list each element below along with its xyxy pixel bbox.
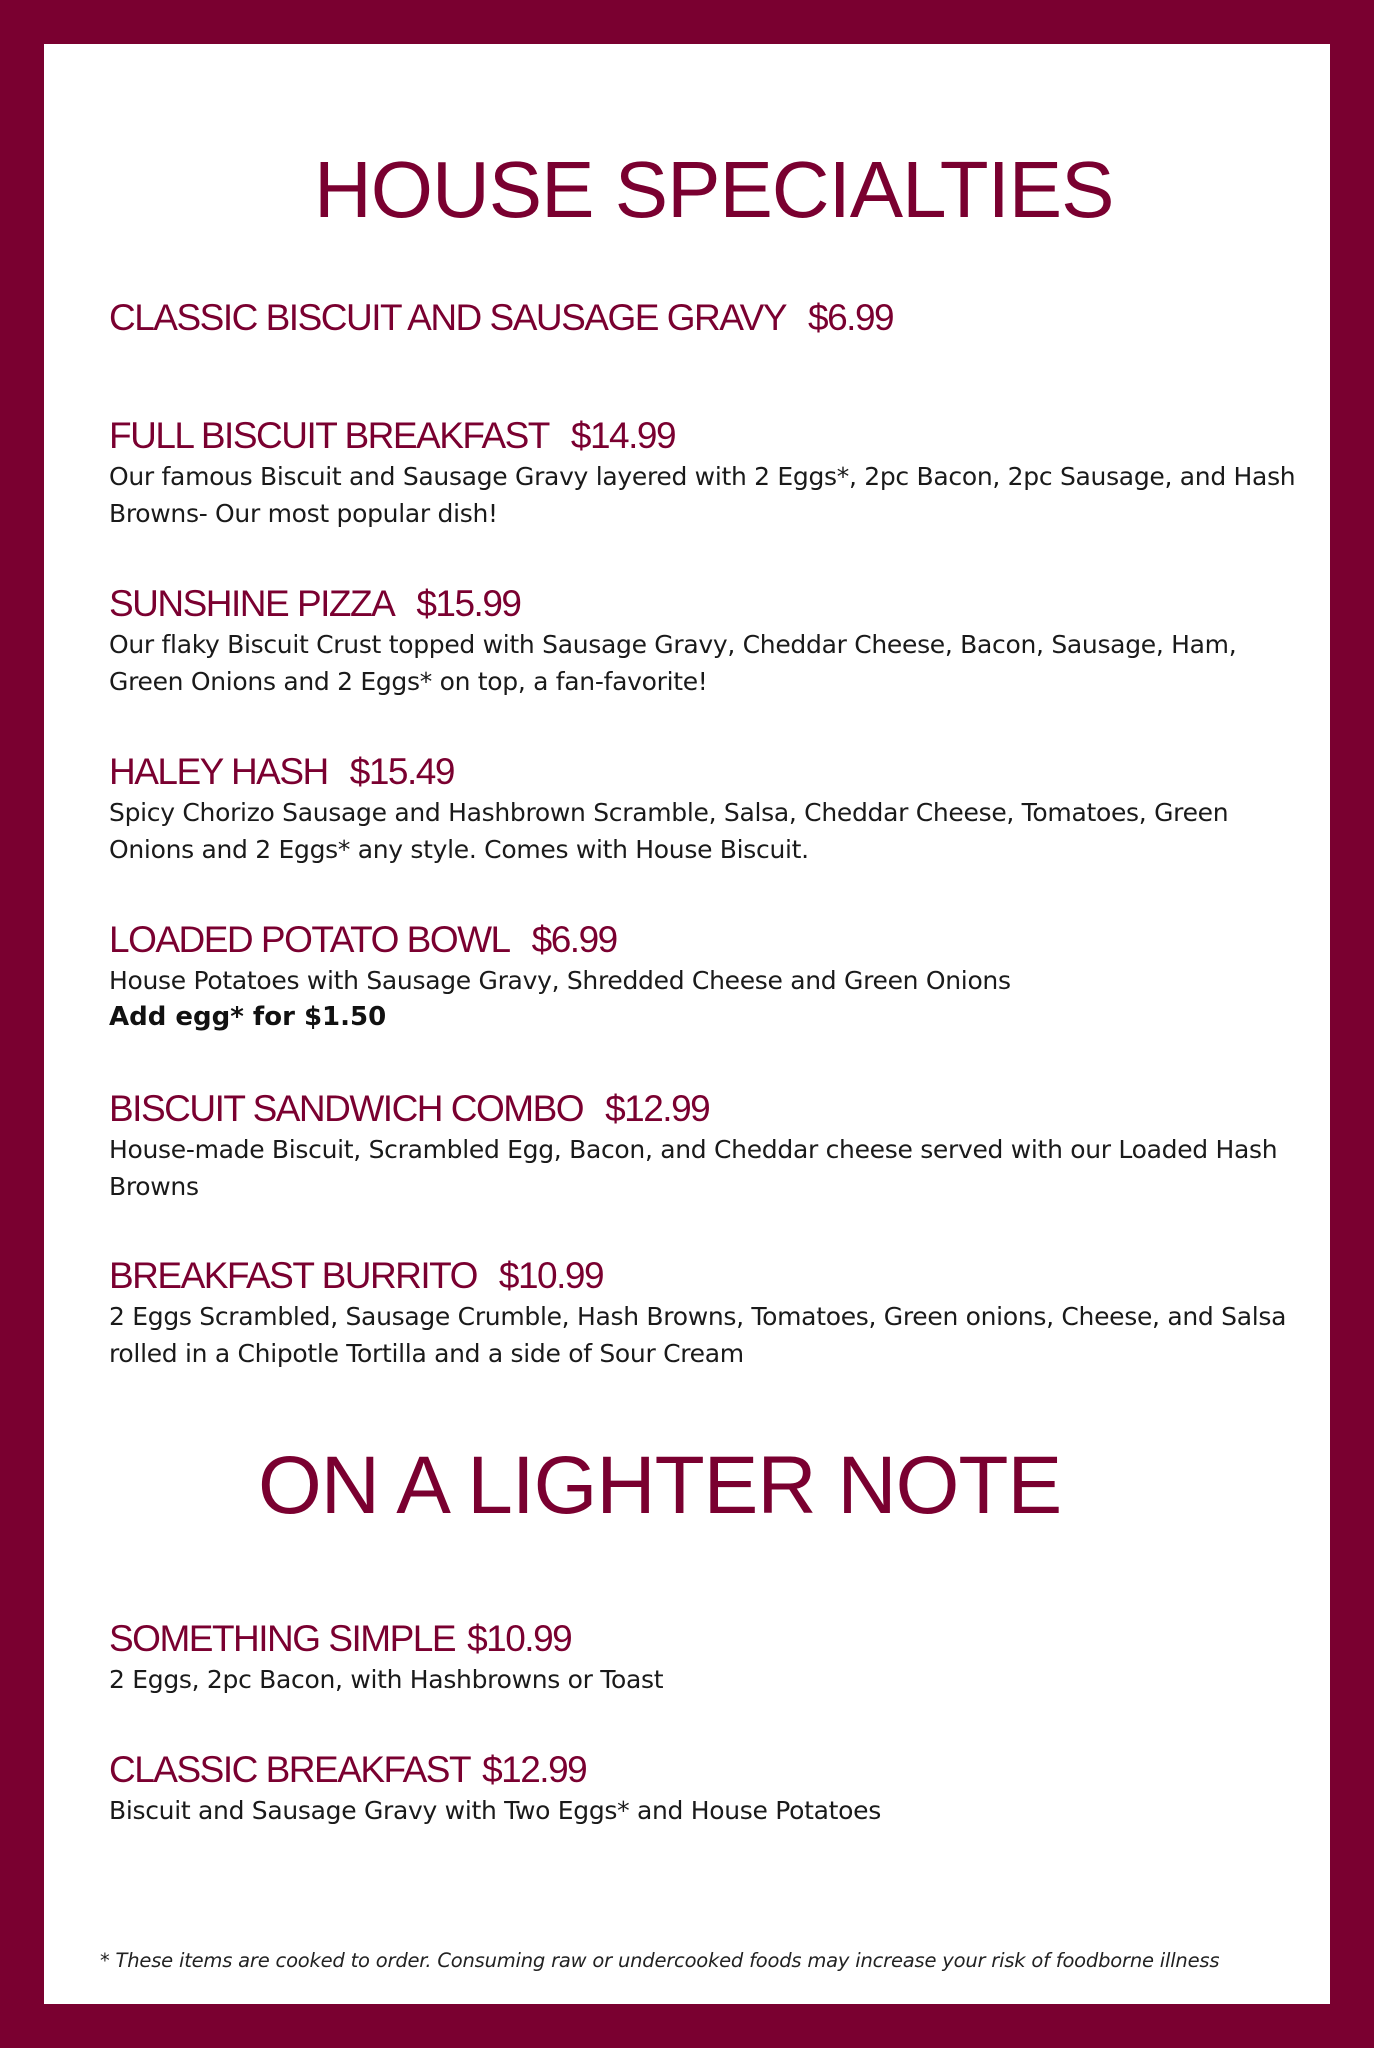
menu-item-name: SOMETHING SIMPLE (109, 1618, 456, 1659)
menu-item-description: Spicy Chorizo Sausage and Hashbrown Scramble, Salsa, Cheddar Cheese, Tomatoes, Green Onions and 2 Eggs* any style. Comes with House Biscuit. (109, 798, 1229, 864)
menu-item-description: 2 Eggs Scrambled, Sausage Crumble, Hash Browns, Tomatoes, Green onions, Cheese, and Salsa rolled in a Chipotle Tortilla and a side of Sour Cream (109, 1302, 1287, 1368)
menu-item-biscuit-sandwich-combo (109, 1087, 1309, 1205)
menu-item-classic-breakfast (109, 1748, 1309, 1829)
menu-item-price: $12.99 (605, 1088, 710, 1129)
menu-item-header (109, 1087, 1309, 1131)
menu-item-description: 2 Eggs, 2pc Bacon, with Hashbrowns or Toast (109, 1665, 664, 1694)
menu-item-name: HALEY HASH (109, 751, 328, 792)
menu-item-name: SUNSHINE PIZZA (109, 583, 395, 624)
menu-item-description: Our famous Biscuit and Sausage Gravy layered with 2 Eggs*, 2pc Bacon, 2pc Sausage, and Hash Browns- Our most popular dish! (109, 462, 1296, 528)
menu-item-loaded-potato-bowl (109, 918, 1309, 1036)
menu-item-header (109, 582, 1309, 626)
menu-item-price: $10.99 (498, 1255, 604, 1296)
menu-item-header (109, 750, 1309, 794)
menu-item-breakfast-burrito (109, 1254, 1309, 1372)
menu-item-header (109, 1254, 1309, 1298)
footnote: * These items are cooked to order. Consuming raw or undercooked foods may increase your risk of foodborne illness (100, 1949, 1220, 1972)
section-title-house-specialties: HOUSE SPECIALTIES (314, 145, 1114, 234)
menu-item-header (109, 414, 1309, 458)
menu-item-something-simple (109, 1617, 1309, 1698)
menu-item-name: CLASSIC BREAKFAST (109, 1749, 471, 1790)
menu-item-addon: Add egg* for $1.50 (109, 1002, 387, 1032)
menu-item-full-biscuit-breakfast (109, 414, 1309, 532)
menu-item-price: $10.99 (467, 1618, 572, 1659)
menu-item-name: CLASSIC BISCUIT AND SAUSAGE GRAVY (109, 297, 787, 338)
menu-item-description: House Potatoes with Sausage Gravy, Shredded Cheese and Green Onions (109, 966, 1011, 995)
menu-item-description: House-made Biscuit, Scrambled Egg, Bacon, and Cheddar cheese served with our Loaded Hash Browns (109, 1135, 1278, 1201)
menu-item-header (109, 1748, 1309, 1792)
menu-item-price: $6.99 (808, 297, 894, 338)
menu-item-classic-biscuit (109, 296, 1309, 340)
menu-item-description: Biscuit and Sausage Gravy with Two Eggs* and House Potatoes (109, 1796, 881, 1825)
menu-item-header (109, 296, 1309, 340)
menu-item-price: $15.99 (416, 583, 521, 624)
menu-item-name: BREAKFAST BURRITO (109, 1255, 477, 1296)
menu-item-haley-hash (109, 750, 1309, 868)
menu-item-header (109, 918, 1309, 962)
menu-item-description: Our flaky Biscuit Crust topped with Sausage Gravy, Cheddar Cheese, Bacon, Sausage, Ham, Green Onions and 2 Eggs* on top, a fan-favorite! (109, 630, 1237, 696)
menu-item-header (109, 1617, 1309, 1661)
menu-item-price: $6.99 (531, 919, 617, 960)
menu-item-name: BISCUIT SANDWICH COMBO (109, 1088, 584, 1129)
menu-item-price: $12.99 (482, 1749, 587, 1790)
menu-item-name: LOADED POTATO BOWL (109, 919, 510, 960)
menu-item-name: FULL BISCUIT BREAKFAST (109, 415, 549, 456)
menu-item-sunshine-pizza (109, 582, 1309, 700)
menu-page (44, 44, 1330, 2004)
menu-item-price: $14.99 (570, 415, 676, 456)
menu-item-price: $15.49 (349, 751, 454, 792)
section-title-lighter-note: ON A LIGHTER NOTE (258, 1440, 1062, 1531)
